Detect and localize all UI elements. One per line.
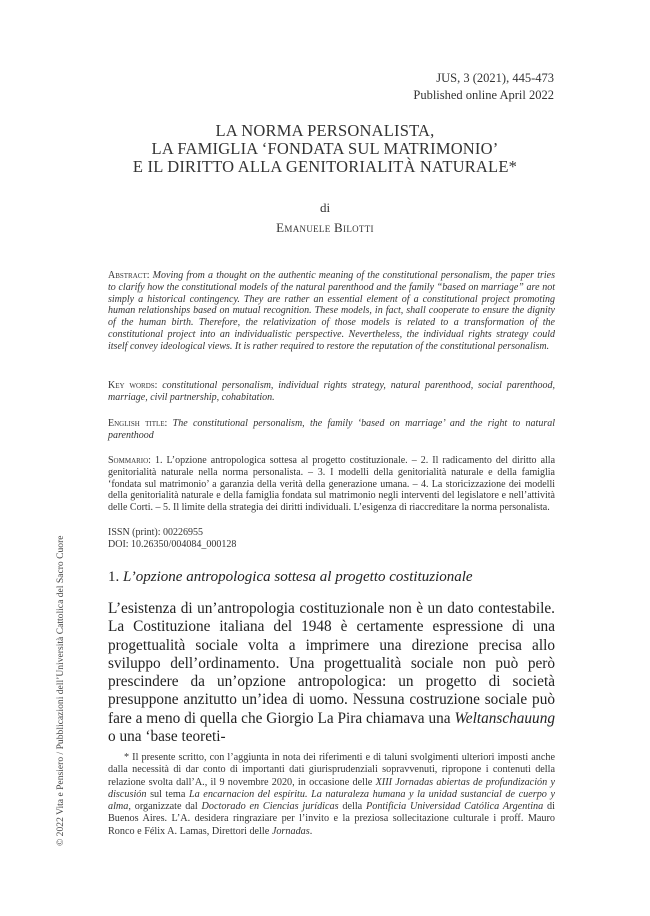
summary — [108, 455, 555, 514]
body-text-part-1: L’esistenza di un’antropologia costituzionale non è un dato contestabile. La Costituzione italiana del 1948 è certamente espressione di una progettualità sociale volta a imprimere una direzione precisa allo sviluppo dell’ordinamento. Una progettualità sociale non può però prescindere da un’opzione antropologica: un progetto di società presuppone anzitutto un’idea di uomo. Nessuna costruzione sociale può fare a meno di quella che Giorgio La Pira chiamava una — [108, 600, 555, 727]
doi: DOI: 10.26350/004084_000128 — [108, 539, 237, 550]
footnote-text-5: di Buenos Aires. L’A. desidera ringraziare per l’invito e la preziosa sollecitazione culturale i proff. Mauro Ronco e Félix A. Lamas, Direttori delle — [108, 801, 555, 837]
footnote-text-2: sul tema — [146, 788, 189, 800]
abstract — [108, 270, 555, 353]
section-number: 1. — [108, 569, 120, 585]
body-paragraph — [108, 600, 555, 746]
footnote-italic-5: Jornadas — [271, 825, 310, 837]
keywords-text: constitutional personalism, individual rights strategy, natural parenthood, social parenthood, marriage, civil partnership, cohabitation. — [108, 380, 555, 403]
keywords — [108, 380, 555, 404]
title-line-3: E IL DIRITTO ALLA GENITORIALITÀ NATURALE* — [132, 157, 518, 176]
english-title — [108, 418, 555, 442]
english-title-label: English title: — [108, 418, 168, 429]
copyright-text: © 2022 Vita e Pensiero / Pubblicazioni dell’Università Cattolica del Sacro Cuore — [55, 535, 66, 846]
footnote-italic-3: Doctorado en Ciencias jurídicas — [201, 801, 339, 813]
section-heading — [108, 569, 473, 586]
summary-label: Sommario: — [108, 455, 151, 466]
author-name: Emanuele Bilotti — [276, 220, 374, 235]
footnote-text-6: . — [309, 825, 313, 837]
summary-text: 1. L’opzione antropologica sottesa al progetto costituzionale. – 2. Il radicamento del diritto alla genitorialità naturale nella norma personalista. – 3. I modelli della genitorialità naturale e della famiglia ‘fondata sul matrimonio’ a garanzia della verità della generazione umana. – 4. La storicizzazione dei modelli della genitorialità naturale e della famiglia fondata sul matrimonio negli interventi del legislatore e nell’attività delle Corti. – 5. Il limite della strategia dei diritti individuali. L’esigenza di riaccreditare la norma personalista. — [108, 455, 556, 514]
footnote-italic-1: XIII Jornadas abiertas de profundización y discusión — [108, 776, 555, 800]
article-title — [0, 122, 650, 176]
journal-issue: JUS, 3 (2021), 445-473 — [436, 71, 554, 85]
english-title-text: The constitutional personalism, the family ‘based on marriage’ and the right to natural parenthood — [108, 418, 556, 441]
abstract-label: Abstract: — [108, 270, 150, 281]
footnote-italic-4: Pontificia Universidad Católica Argentina — [366, 801, 544, 813]
side-copyright — [55, 536, 73, 846]
journal-reference — [413, 70, 554, 104]
publication-date: Published online April 2022 — [413, 88, 554, 102]
footnote-italic-2: La encarnacion del espíritu. La naturaleza humana y la unidad sustancial de cuerpo y alma — [108, 788, 556, 813]
section-title: L’opzione antropologica sottesa al progetto costituzionale — [123, 569, 473, 585]
title-line-1: LA NORMA PERSONALISTA, — [215, 121, 435, 140]
by-word: di — [319, 200, 331, 215]
footnote-text-3: , organizzate dal — [128, 801, 202, 813]
body-text-italic: Weltanschauung — [454, 709, 555, 727]
body-text-part-2: o una ‘base teoreti- — [108, 728, 226, 746]
footnote-text-4: della — [338, 801, 366, 813]
issn: ISSN (print): 00226955 — [108, 527, 203, 538]
keywords-label: Key words: — [108, 380, 158, 391]
footnote-text-1: * Il presente scritto, con l’aggiunta in nota dei riferimenti e di taluni svolgimenti ulteriori imposti anche dalla necessità di dar conto di importanti dati giurisprudenziali sopravvenuti, ripropone i contenuti della relazione svolta dall’A., il 9 novembre 2020, in occasione delle — [108, 752, 555, 788]
abstract-text: Moving from a thought on the authentic meaning of the constitutional personalism, the paper tries to clarify how the constitutional models of the natural parenthood and the family “based on marriage” are not simply a historical contingency. They are rather an essential element of a constitutional project promoting human relationships based on mutual recognition. These models, in fact, shall cooperate to ensure the dignity of the human birth. Therefore, the relativization of those models is related to a transformation of the constitutional project into an individualistic perspective. Nevertheless, the individual rights strategy could itself convey ideological views. It is rather required to restore the reputation of the constitutional personalism. — [108, 270, 556, 352]
footnote — [108, 752, 555, 838]
title-line-2: LA FAMIGLIA ‘FONDATA SUL MATRIMONIO’ — [151, 139, 499, 158]
